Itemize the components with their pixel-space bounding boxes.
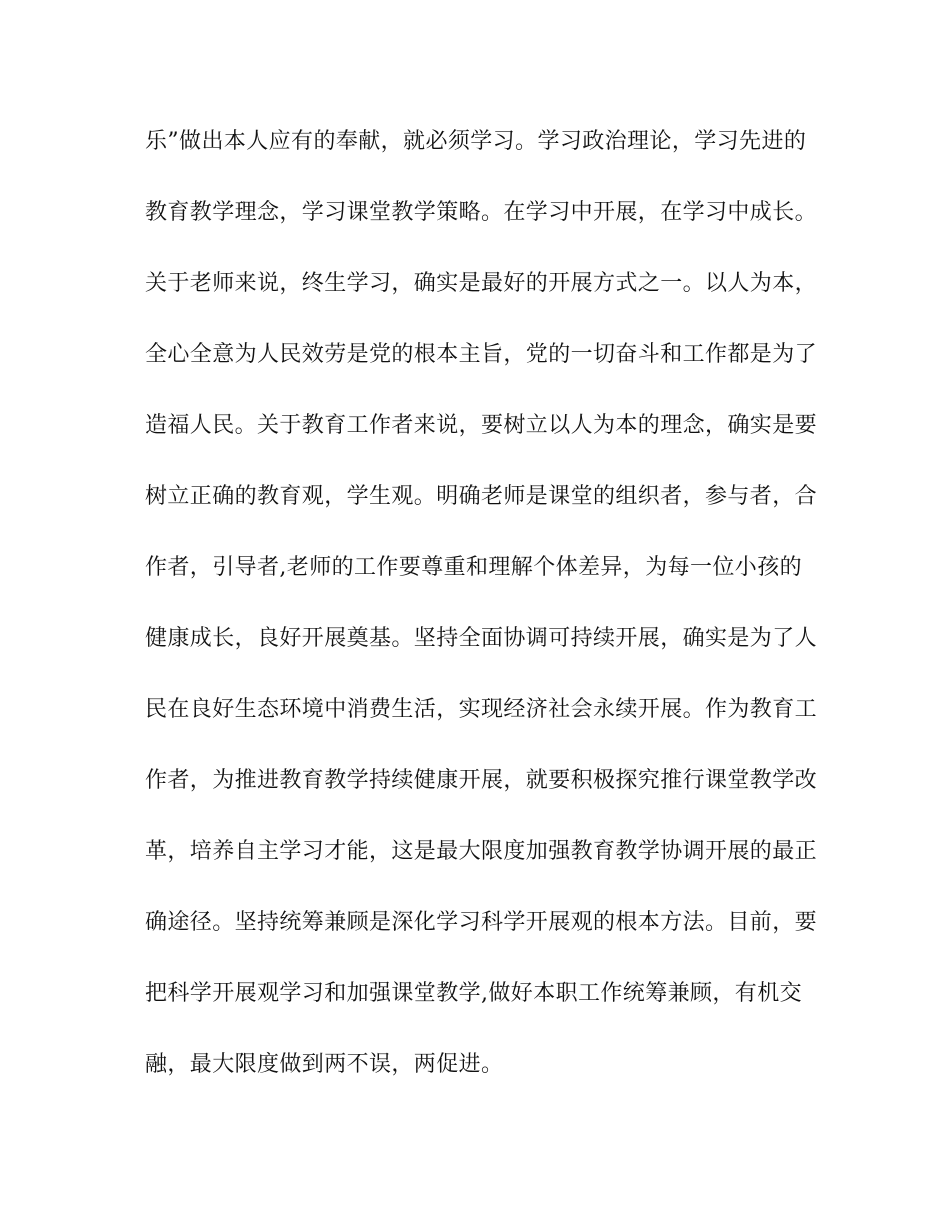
- document-body: [145, 120, 825, 1114]
- paragraph-line-8: 健康成长，良好开展奠基。坚持全面协调可持续开展，确实是为了人: [145, 626, 818, 651]
- paragraph-line-11: 革，培养自主学习才能，这是最大限度加强教育教学协调开展的最正: [145, 839, 818, 864]
- paragraph-line-7: 作者，引导者,老师的工作要尊重和理解个体差异，为每一位小孩的: [145, 555, 802, 580]
- paragraph-line-6: 树立正确的教育观，学生观。明确老师是课堂的组织者，参与者，合: [145, 484, 818, 509]
- paragraph-line-5: 造福人民。关于教育工作者来说，要树立以人为本的理念，确实是要: [145, 413, 818, 438]
- paragraph-line-9: 民在良好生态环境中消费生活，实现经济社会永续开展。作为教育工: [145, 697, 818, 722]
- paragraph-line-12: 确途径。坚持统筹兼顾是深化学习科学开展观的根本方法。目前，要: [145, 910, 818, 935]
- paragraph-line-3: 关于老师来说，终生学习，确实是最好的开展方式之一。以人为本，: [145, 271, 818, 296]
- paragraph-line-14: 融，最大限度做到两不误，两促进。: [145, 1052, 504, 1077]
- paragraph-line-13: 把科学开展观学习和加强课堂教学,做好本职工作统筹兼顾，有机交: [145, 981, 802, 1006]
- paragraph-line-1: 乐”做出本人应有的奉献，就必须学习。学习政治理论，学习先进的: [145, 129, 807, 154]
- paragraph-line-2: 教育教学理念，学习课堂教学策略。在学习中开展，在学习中成长。: [145, 200, 818, 225]
- paragraph-line-10: 作者，为推进教育教学持续健康开展，就要积极探究推行课堂教学改: [145, 768, 818, 793]
- paragraph-line-4: 全心全意为人民效劳是党的根本主旨，党的一切奋斗和工作都是为了: [145, 342, 818, 367]
